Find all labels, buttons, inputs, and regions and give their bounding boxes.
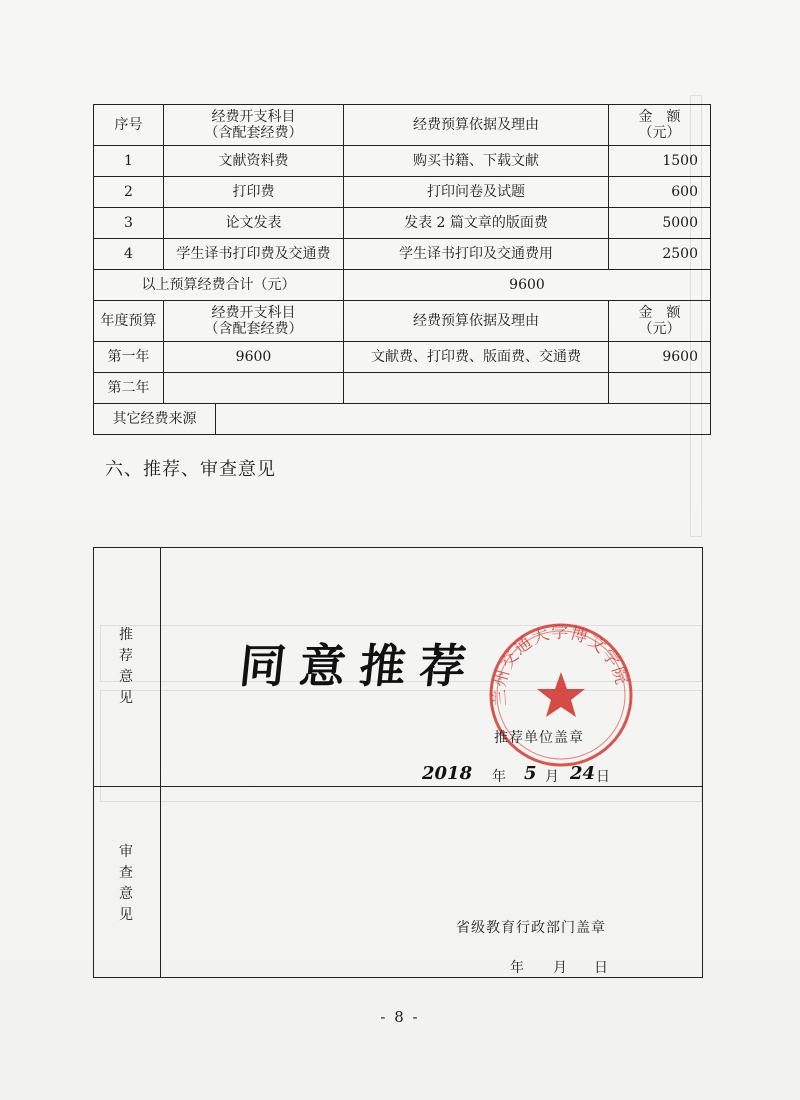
annual-header-amount-line2: （元） (638, 321, 681, 337)
cell-amount: 9600 (609, 342, 711, 373)
date-day-char: 日 (596, 769, 611, 785)
review-stamp-label: 省级教育行政部门盖章 (456, 920, 606, 936)
cell-amount: 600 (609, 177, 711, 208)
annual-header-amount (609, 301, 711, 342)
header-amount-line2: （元） (638, 125, 681, 141)
table-row (94, 146, 711, 177)
cell-year: 第一年 (94, 342, 164, 373)
table-row (94, 342, 711, 373)
cell-subject: 学生译书打印费及交通费 (164, 239, 344, 270)
cell-seq: 2 (94, 177, 164, 208)
annual-header-amount-line1: 金 额 (638, 305, 681, 321)
total-row (94, 270, 711, 301)
review-date-day: 日 (594, 960, 609, 976)
table-row (94, 177, 711, 208)
cell-seq: 4 (94, 239, 164, 270)
budget-header-row (94, 105, 711, 146)
vertical-label-char: 审 (119, 844, 133, 860)
cell-subject (164, 373, 344, 404)
cell-amount: 1500 (609, 146, 711, 177)
review-vertical-divider (160, 548, 161, 977)
cell-amount: 2500 (609, 239, 711, 270)
annual-header-row (94, 301, 711, 342)
cell-subject: 9600 (164, 342, 344, 373)
annual-header-subject-line1: 经费开支科目 (211, 305, 296, 321)
review-date-month: 月 (553, 960, 568, 976)
cell-amount: 5000 (609, 208, 711, 239)
cell-seq: 1 (94, 146, 164, 177)
table-row (94, 373, 711, 404)
cell-year: 第二年 (94, 373, 164, 404)
seal-text: 兰州交通大学博文学院 (489, 622, 632, 707)
institution-seal (486, 620, 636, 770)
annual-header-basis: 经费预算依据及理由 (344, 301, 609, 342)
annual-header-subject (164, 301, 344, 342)
other-source-label: 其它经费来源 (94, 404, 216, 435)
vertical-label-char: 荐 (119, 648, 133, 664)
header-subject (164, 105, 344, 146)
recommend-label (116, 625, 136, 709)
vertical-label-char: 见 (119, 907, 133, 923)
cell-subject: 论文发表 (164, 208, 344, 239)
total-label: 以上预算经费合计（元） (94, 270, 344, 301)
date-year-char: 年 (492, 769, 507, 785)
review-date-year: 年 (510, 960, 525, 976)
annual-header-year: 年度预算 (94, 301, 164, 342)
cell-basis: 发表 2 篇文章的版面费 (344, 208, 609, 239)
other-source-row (94, 404, 711, 435)
date-month-char: 月 (545, 769, 560, 785)
review-horizontal-divider (94, 786, 702, 787)
table-row (94, 239, 711, 270)
vertical-label-char: 见 (119, 690, 133, 706)
header-subject-line1: 经费开支科目 (211, 109, 296, 125)
recommend-stamp-label: 推荐单位盖章 (494, 730, 584, 746)
header-seq: 序号 (94, 105, 164, 146)
cell-basis: 打印问卷及试题 (344, 177, 609, 208)
page-number: - 8 - (380, 1008, 420, 1026)
review-label (116, 842, 136, 926)
section-title: 六、推荐、审查意见 (105, 459, 276, 480)
cell-amount (609, 373, 711, 404)
cell-basis: 文献费、打印费、版面费、交通费 (344, 342, 609, 373)
handwritten-date-day: 24 (570, 763, 596, 784)
annual-header-subject-line2: （含配套经费） (204, 321, 303, 337)
cell-subject: 文献资料费 (164, 146, 344, 177)
vertical-label-char: 意 (119, 669, 133, 685)
cell-basis (344, 373, 609, 404)
budget-table (93, 104, 711, 435)
header-basis: 经费预算依据及理由 (344, 105, 609, 146)
vertical-label-char: 查 (119, 865, 133, 881)
other-source-value (216, 404, 711, 435)
header-amount (609, 105, 711, 146)
header-subject-line2: （含配套经费） (204, 125, 303, 141)
vertical-label-char: 推 (119, 627, 133, 643)
cell-basis: 学生译书打印及交通费用 (344, 239, 609, 270)
handwritten-date-year: 2018 (422, 763, 473, 784)
cell-seq: 3 (94, 208, 164, 239)
table-row (94, 208, 711, 239)
total-value: 9600 (344, 270, 711, 301)
cell-subject: 打印费 (164, 177, 344, 208)
handwritten-date-month: 5 (524, 763, 537, 784)
handwritten-opinion: 同意推荐 (236, 639, 483, 693)
vertical-label-char: 意 (119, 886, 133, 902)
cell-basis: 购买书籍、下载文献 (344, 146, 609, 177)
header-amount-line1: 金 额 (638, 109, 681, 125)
